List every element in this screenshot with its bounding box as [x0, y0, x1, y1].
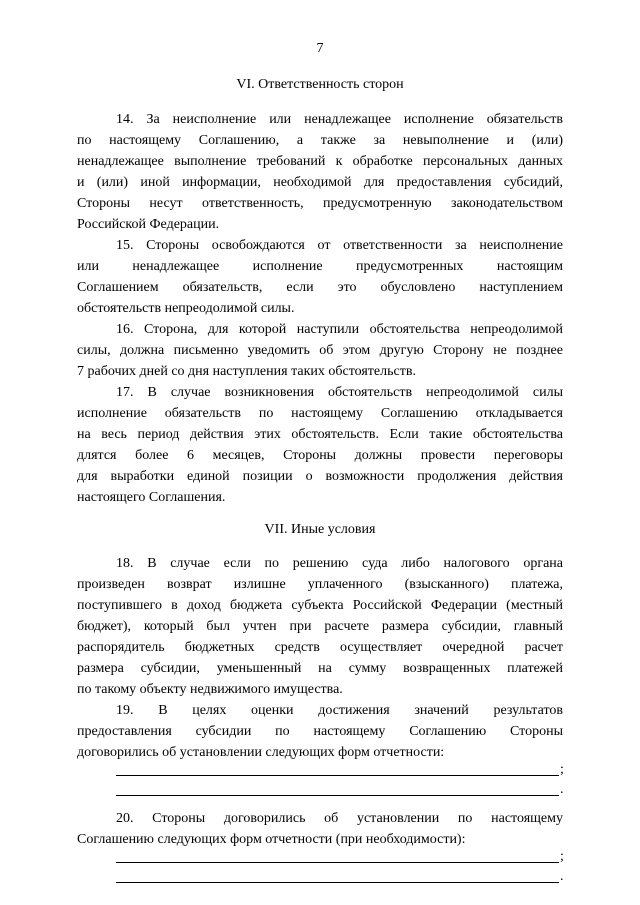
paragraph-18-line: произведен возврат излишне уплаченного (взысканного) платежа, [77, 577, 563, 592]
paragraph-17-line: длятся более 6 месяцев, Стороны должны провести переговоры [77, 448, 563, 463]
paragraph-20-line: 20. Стороны договорились об установлении по настоящему [116, 811, 563, 826]
paragraph-16-line: 16. Сторона, для которой наступили обстоятельства непреодолимой [116, 322, 563, 337]
paragraph-14-line: Стороны несут ответственность, предусмотренную законодательством [77, 196, 563, 211]
paragraph-17-line: исполнение обязательств по настоящему Соглашению откладывается [77, 406, 563, 421]
paragraph-15-line: Соглашением обязательств, если это обусловлено наступлением [77, 280, 563, 295]
paragraph-20-line: Соглашению следующих форм отчетности (при необходимости): [77, 832, 466, 847]
paragraph-14-line: 14. За неисполнение или ненадлежащее исполнение обязательств [116, 112, 563, 127]
paragraph-15-line: 15. Стороны освобождаются от ответственности за неисполнение [116, 238, 563, 253]
page-number: 7 [316, 41, 324, 56]
report-form-blank-line [116, 862, 559, 863]
section-heading-other-conditions: VII. Иные условия [264, 522, 376, 537]
paragraph-19-line: договорились об установлении следующих форм отчетности: [77, 745, 445, 760]
paragraph-17-line: для выработки единой позиции о возможности продолжения действия [77, 469, 563, 484]
report-form-blank-line [116, 775, 559, 776]
report-form-blank-line [116, 795, 559, 796]
paragraph-15-line: обстоятельств непреодолимой силы. [77, 301, 295, 316]
paragraph-17-line: на весь период действия этих обстоятельств. Если такие обстоятельства [77, 427, 563, 442]
paragraph-17-line: 17. В случае возникновения обстоятельств непреодолимой силы [116, 385, 563, 400]
semicolon-mark: ; [560, 849, 564, 864]
paragraph-16-line: силы, должна письменно уведомить об этом другую Сторону не позднее [77, 343, 563, 358]
paragraph-15-line: или ненадлежащее исполнение предусмотренных настоящим [77, 259, 563, 274]
paragraph-14-line: ненадлежащее выполнение требований к обработке персональных данных [77, 154, 563, 169]
report-form-blank-line [116, 882, 559, 883]
paragraph-18-line: бюджет), который был учтен при расчете размера субсидии, главный [77, 619, 563, 634]
section-heading-responsibility: VI. Ответственность сторон [236, 77, 404, 92]
paragraph-17-line: настоящего Соглашения. [77, 490, 226, 505]
paragraph-18-line: 18. В случае если по решению суда либо налогового органа [116, 556, 563, 571]
semicolon-mark: ; [560, 762, 564, 777]
paragraph-16-line: 7 рабочих дней со дня наступления таких обстоятельств. [77, 364, 416, 379]
paragraph-14-line: и (или) иной информации, необходимой для предоставления субсидий, [77, 175, 563, 190]
paragraph-18-line: поступившего в доход бюджета субъекта Российской Федерации (местный [77, 598, 563, 613]
paragraph-14-line: Российской Федерации. [77, 217, 220, 232]
paragraph-19-line: предоставления субсидии по настоящему Соглашению Стороны [77, 724, 563, 739]
period-mark: . [560, 782, 564, 797]
period-mark: . [560, 869, 564, 884]
paragraph-14-line: по настоящему Соглашению, а также за невыполнение и (или) [77, 133, 563, 148]
paragraph-18-line: по такому объекту недвижимого имущества. [77, 682, 343, 697]
paragraph-18-line: распорядитель бюджетных средств осуществляет очередной расчет [77, 640, 563, 655]
paragraph-18-line: размера субсидии, уменьшенный на сумму возвращенных платежей [77, 661, 563, 676]
paragraph-19-line: 19. В целях оценки достижения значений результатов [116, 703, 563, 718]
